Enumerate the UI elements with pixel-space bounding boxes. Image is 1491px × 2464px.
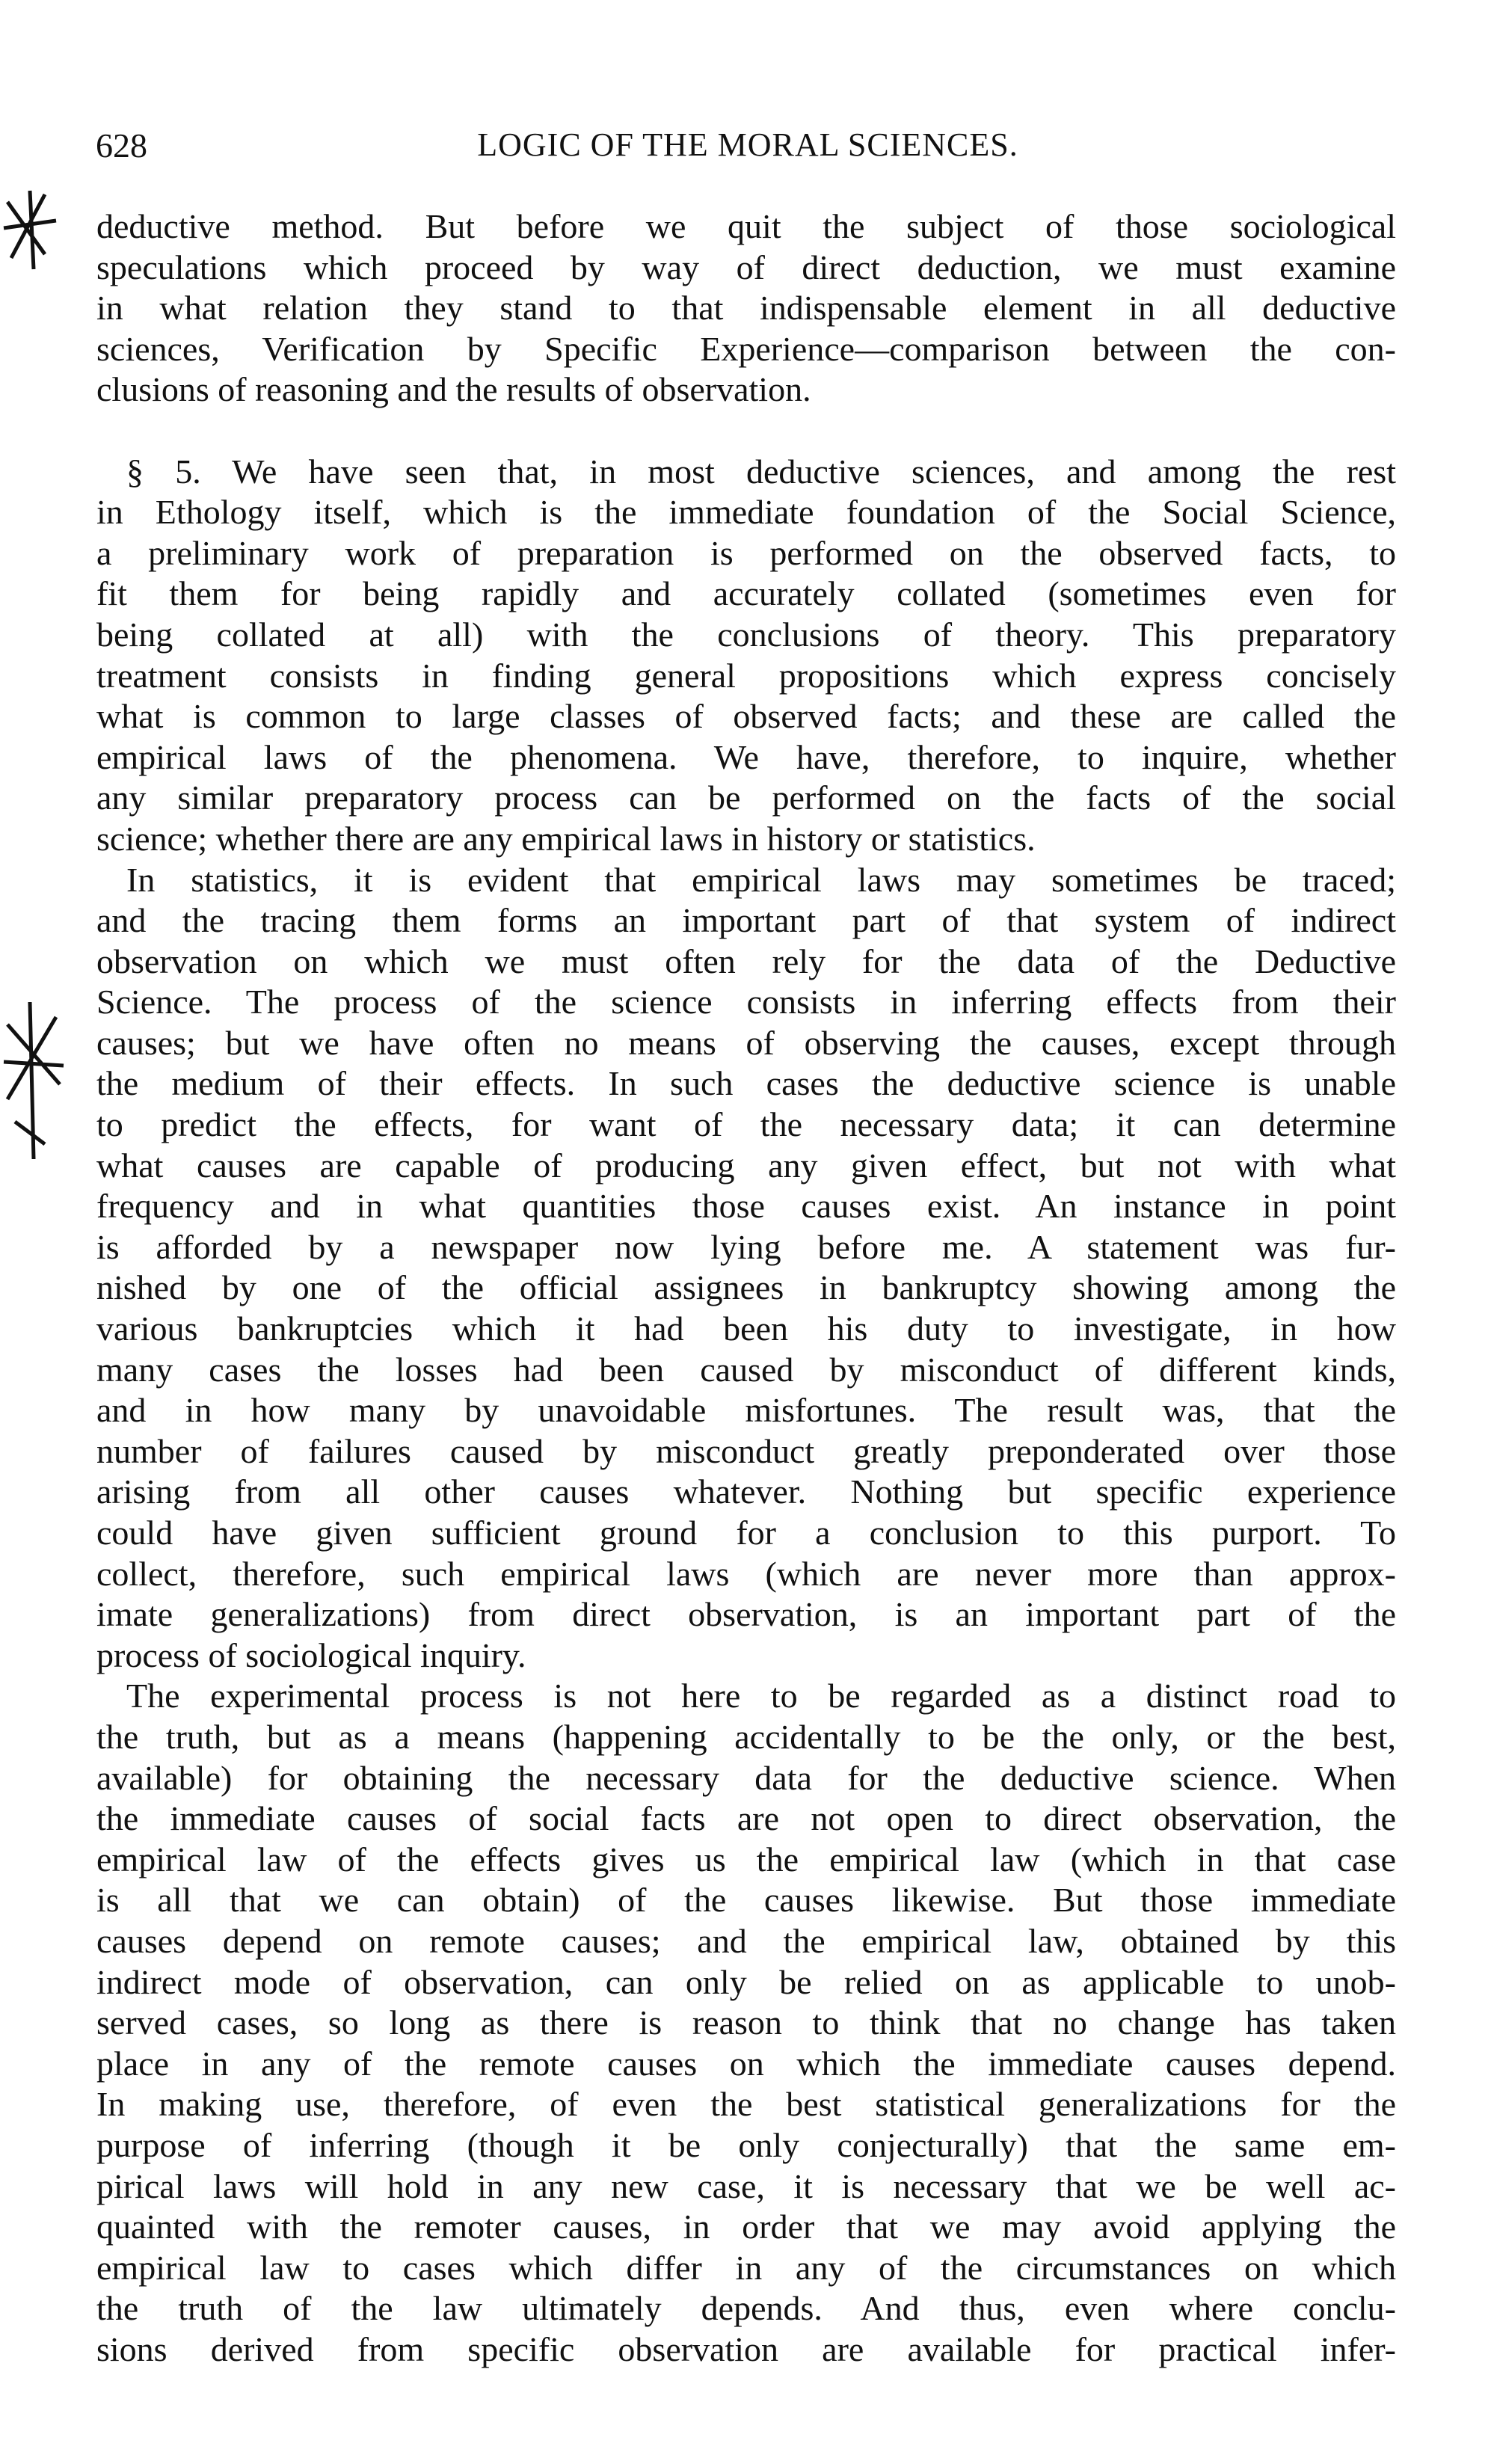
- text-line: quainted with the remoter causes, in order that we may avoid applying the: [96, 2208, 1396, 2246]
- text-line: number of failures caused by misconduct greatly preponderated over those: [96, 1431, 1396, 1470]
- marginal-scribble-icon: [0, 995, 67, 1167]
- text-line: causes depend on remote causes; and the empirical law, obtained by this: [96, 1921, 1396, 1960]
- paragraph-gap: [96, 411, 1396, 452]
- text-line: what is common to large classes of observed facts; and these are called the: [96, 697, 1396, 736]
- text-line: in what relation they stand to that indispensable element in all deductive: [96, 289, 1396, 328]
- text-line: the medium of their effects. In such cases the deductive science is unable: [96, 1064, 1396, 1103]
- text-line: any similar preparatory process can be performed on the facts of the social: [96, 778, 1396, 817]
- text-line: empirical laws of the phenomena. We have, therefore, to inquire, whether: [96, 737, 1396, 776]
- text-line: The experimental process is not here to be regarded as a distinct road to: [126, 1677, 1396, 1715]
- text-line: § 5. We have seen that, in most deductive sciences, and among the rest: [126, 452, 1396, 491]
- text-line: served cases, so long as there is reason to think that no change has taken: [96, 2003, 1396, 2042]
- text-line: process of sociological inquiry.: [96, 1635, 526, 1674]
- text-line: science; whether there are any empirical laws in history or statistics.: [96, 819, 1036, 858]
- text-line: clusions of reasoning and the results of observation.: [96, 370, 811, 409]
- text-line: place in any of the remote causes on which the immediate causes depend.: [96, 2044, 1396, 2083]
- text-line: what causes are capable of producing any given effect, but not with what: [96, 1146, 1396, 1185]
- text-line: nished by one of the official assignees in bankruptcy showing among the: [96, 1268, 1396, 1307]
- text-line: sciences, Verification by Specific Experience—comparison between the con-: [96, 329, 1396, 368]
- text-line: various bankruptcies which it had been his duty to investigate, in how: [96, 1309, 1396, 1348]
- text-line: speculations which proceed by way of direct deduction, we must examine: [96, 248, 1396, 286]
- text-line: arising from all other causes whatever. Nothing but specific experience: [96, 1472, 1396, 1511]
- paragraph: [96, 1676, 1396, 2370]
- text-line: is afforded by a newspaper now lying before me. A statement was fur-: [96, 1227, 1396, 1266]
- text-line: empirical law to cases which differ in any of the circumstances on which: [96, 2248, 1396, 2287]
- text-line: indirect mode of observation, can only be relied on as applicable to unob-: [96, 1962, 1396, 2001]
- text-line: available) for obtaining the necessary data for the deductive science. When: [96, 1758, 1396, 1797]
- text-line: collect, therefore, such empirical laws (which are never more than approx-: [96, 1554, 1396, 1593]
- running-title: LOGIC OF THE MORAL SCIENCES.: [477, 126, 1018, 163]
- text-line: In statistics, it is evident that empirical laws may sometimes be traced;: [126, 860, 1396, 899]
- text-line: frequency and in what quantities those causes exist. An instance in point: [96, 1187, 1396, 1226]
- text-line: deductive method. But before we quit the subject of those sociological: [96, 207, 1396, 245]
- text-line: many cases the losses had been caused by misconduct of different kinds,: [96, 1350, 1396, 1389]
- text-line: is all that we can obtain) of the causes likewise. But those immediate: [96, 1881, 1396, 1920]
- text-line: the truth, but as a means (happening accidentally to be the only, or the best,: [96, 1717, 1396, 1756]
- text-line: and in how many by unavoidable misfortunes. The result was, that the: [96, 1391, 1396, 1430]
- marginal-star-scribble-icon: [0, 187, 60, 277]
- text-line: a preliminary work of preparation is performed on the observed facts, to: [96, 533, 1396, 572]
- text-line: treatment consists in finding general propositions which express concisely: [96, 656, 1396, 695]
- text-line: and the tracing them forms an important part of that system of indirect: [96, 901, 1396, 940]
- text-line: could have given sufficient ground for a conclusion to this purport. To: [96, 1514, 1396, 1552]
- text-line: the truth of the law ultimately depends. And thus, even where conclu-: [96, 2289, 1396, 2328]
- text-line: observation on which we must often rely for the data of the Deductive: [96, 941, 1396, 980]
- text-line: In making use, therefore, of even the best statistical generalizations for the: [96, 2085, 1396, 2124]
- text-line: fit them for being rapidly and accurately collated (sometimes even for: [96, 574, 1396, 613]
- paragraph: [96, 206, 1396, 411]
- text-line: to predict the effects, for want of the necessary data; it can determine: [96, 1105, 1396, 1144]
- text-line: causes; but we have often no means of observing the causes, except through: [96, 1023, 1396, 1062]
- text-line: sions derived from specific observation are available for practical infer-: [96, 2329, 1396, 2368]
- body-text: [96, 206, 1396, 2370]
- text-line: imate generalizations) from direct observation, is an important part of the: [96, 1595, 1396, 1634]
- paragraph: [96, 452, 1396, 860]
- page-number: 628: [96, 126, 147, 165]
- text-line: Science. The process of the science consists in inferring effects from their: [96, 983, 1396, 1021]
- text-line: empirical law of the effects gives us the empirical law (which in that case: [96, 1840, 1396, 1878]
- text-line: purpose of inferring (though it be only conjecturally) that the same em-: [96, 2125, 1396, 2164]
- text-line: the immediate causes of social facts are not open to direct observation, the: [96, 1799, 1396, 1838]
- text-line: being collated at all) with the conclusions of theory. This preparatory: [96, 615, 1396, 654]
- text-line: pirical laws will hold in any new case, it is necessary that we be well ac-: [96, 2166, 1396, 2205]
- paragraph: [96, 860, 1396, 1677]
- text-line: in Ethology itself, which is the immediate foundation of the Social Science,: [96, 493, 1396, 532]
